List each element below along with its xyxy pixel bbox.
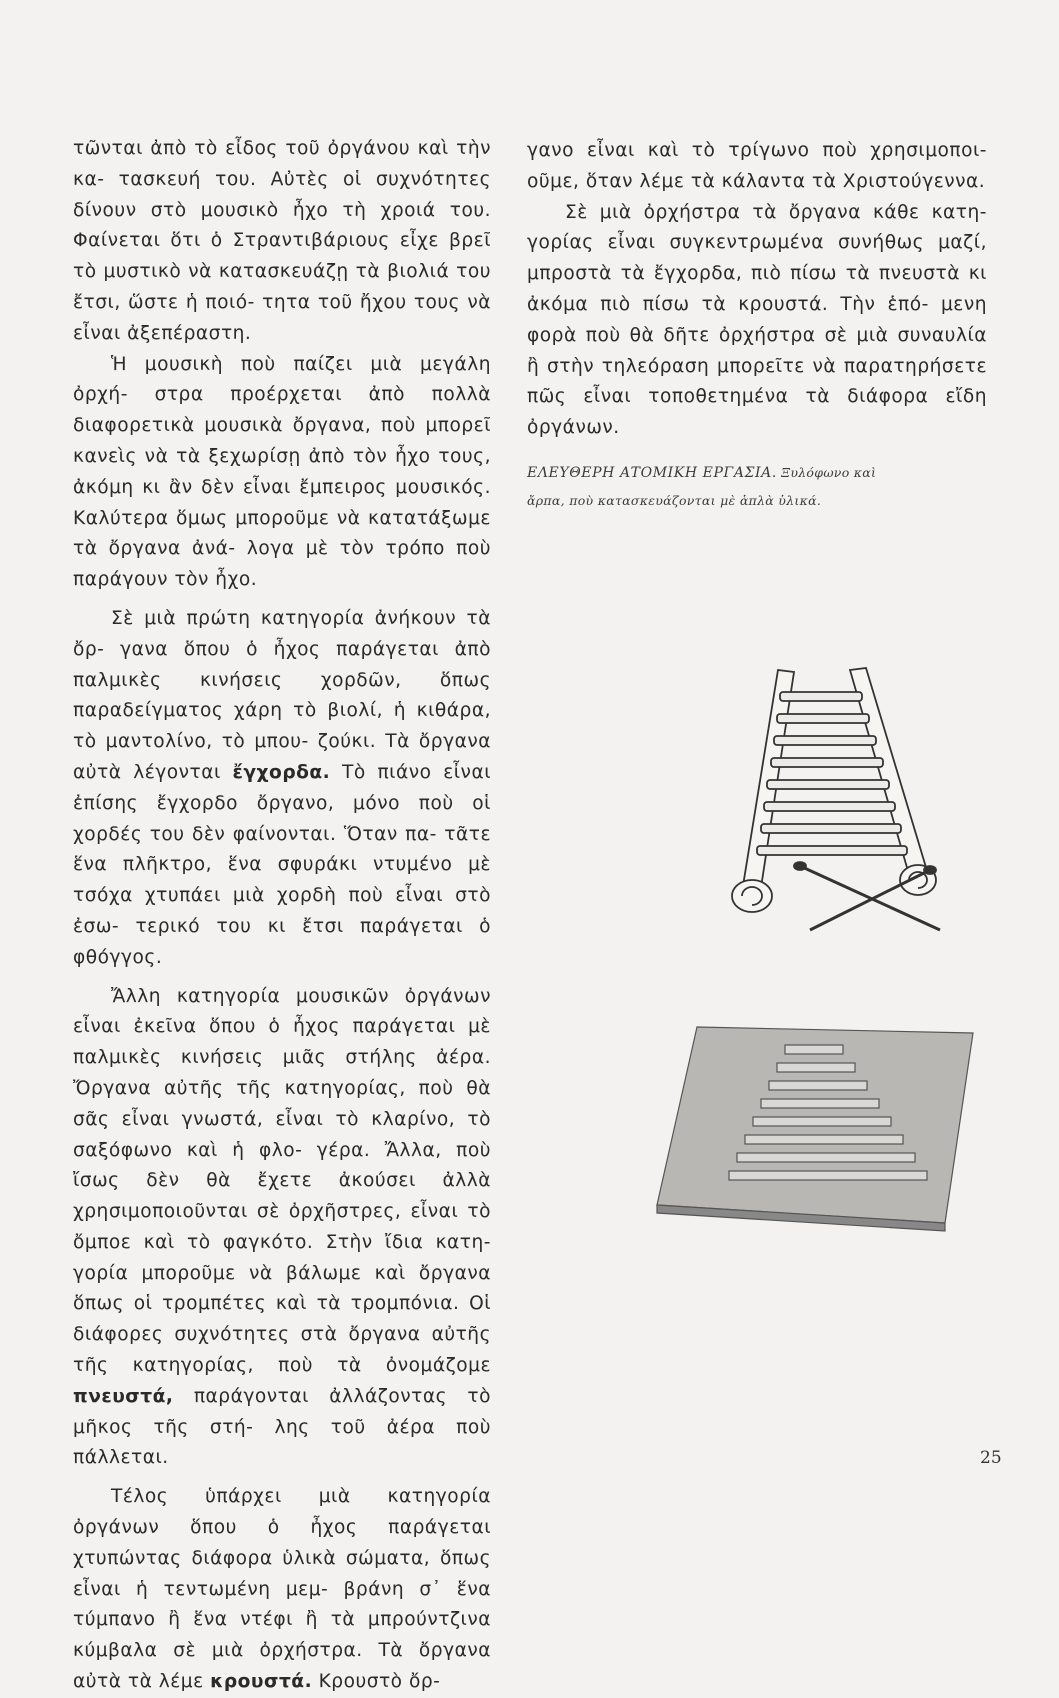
paragraph-orchestra-layout: Σὲ μιὰ ὀρχήστρα τὰ ὄργανα κάθε κατη- γορίας εἶναι συγκεντρωμένα συνήθως μαζί, μπροστὰ τὰ ἔγχορδα, πιὸ πίσω τὰ πνευστὰ κι ἀκόμα πιὸ πίσω τὰ κρουστά. Τὴν ἑπό- μενη φορὰ ποὺ θὰ δῆτε ὀρχήστρα σὲ μιὰ συναυλία ἢ στὴν τηλεόραση μπορεῖτε νὰ παρατηρήσετε πῶς εἶναι τοποθετημένα τὰ διάφορα εἴδη ὀργάνων. bbox=[527, 201, 987, 439]
term-winds: πνευστά, bbox=[73, 1385, 174, 1407]
page-number: 25 bbox=[980, 1448, 1002, 1468]
xylophone-illustration bbox=[700, 630, 1000, 940]
paragraph-percussion: Τέλος ὑπάρχει μιὰ κατηγορία ὀργάνων ὅπου ὁ ἦχος παράγεται χτυπώντας διάφορα ὑλικὰ σώματα, ὅπως εἶναι ἡ τεντωμένη μεμ- βράνη σ᾽ ἕνα τύμπανο ἢ ἕνα ντέφι ἢ τὰ μπρούντζινα κύμβαλα σὲ μιὰ ὀρχήστρα. Τὰ ὄργανα αὐτὰ τὰ λέμε κρουστά. Κρουστὸ ὄρ- bbox=[73, 1486, 491, 1693]
paragraph-triangle: γανο εἶναι καὶ τὸ τρίγωνο ποὺ χρησιμοποι- οῦμε, ὅταν λέμε τὰ κάλαντα τὰ Χριστούγεννα. bbox=[527, 140, 987, 192]
paragraph-string-instruments: Σὲ μιὰ πρώτη κατηγορία ἀνήκουν τὰ ὄρ- γανα ὅπου ὁ ἦχος παράγεται ἀπὸ παλμικὲς κινήσεις χορδῶν, ὅπως παραδείγματος χάρη τὸ βιολί, ἡ κιθάρα, τὸ μαντολίνο, τὸ μπου- ζούκι. Τὰ ὄργανα αὐτὰ λέγονται ἔγχορδα. Τὸ πιάνο εἶναι ἐπίσης ἔγχορδο ὄργανο, μόνο ποὺ οἱ χορδές του δὲν φαίνονται. Ὅταν πα- τᾶτε ἕνα πλῆκτρο, ἕνα σφυράκι ντυμένο μὲ τσόχα χτυπάει μιὰ χορδὴ ποὺ εἶναι στὸ ἐσω- τερικό του κι ἔτσι παράγεται ὁ φθόγγος. bbox=[73, 607, 491, 968]
free-work-caption: ΕΛΕΥΘΕΡΗ ΑΤΟΜΙΚΗ ΕΡΓΑΣΙΑ. Ξυλόφωνο καὶ ἄρπα, ποὺ κατασκευάζονται μὲ ἁπλὰ ὑλικά. bbox=[527, 465, 877, 508]
term-percussion: κρουστά. bbox=[210, 1671, 313, 1693]
right-text-column bbox=[527, 136, 987, 444]
paragraph-timbre: τῶνται ἀπὸ τὸ εἶδος τοῦ ὀργάνου καὶ τὴν κα- τασκευή του. Αὐτὲς οἱ συχνότητες δίνουν στὸ μουσικὸ ἦχο τὴ χροιά του. Φαίνεται ὅτι ὁ Στραντιβάριους εἶχε βρεῖ τὸ μυστικὸ νὰ κατασκευάζῃ τὰ βιολιά του ἔτσι, ὥστε ἡ ποιό- τητα τοῦ ἤχου τους νὰ εἶναι ἀξεπέραστη. bbox=[73, 138, 491, 344]
free-work-heading: ΕΛΕΥΘΕΡΗ ΑΤΟΜΙΚΗ ΕΡΓΑΣΙΑ. bbox=[527, 465, 777, 481]
paragraph-orchestra: Ἡ μουσικὴ ποὺ παίζει μιὰ μεγάλη ὀρχή- στρα προέρχεται ἀπὸ πολλὰ διαφορετικὰ μουσικὰ ὄργανα, ποὺ μπορεῖ κανεὶς νὰ τὰ ξεχωρίσῃ ἀπὸ τὸν ἦχο τους, ἀκόμη κι ἂν δὲν εἶναι ἔμπειρος μουσικός. Καλύτερα ὅμως μποροῦμε νὰ κατατάξωμε τὰ ὄργανα ἀνά- λογα μὲ τὸν τρόπο ποὺ παράγουν τὸν ἦχο. bbox=[73, 353, 491, 591]
paragraph-wind-instruments: Ἄλλη κατηγορία μουσικῶν ὀργάνων εἶναι ἐκεῖνα ὅπου ὁ ἦχος παράγεται μὲ παλμικὲς κινήσεις μιᾶς στήλης ἀέρα. Ὄργανα αὐτῆς τῆς κατηγορίας, ποὺ θὰ σᾶς εἶναι γνωστά, εἶναι τὸ κλαρίνο, τὸ σαξόφωνο καὶ ἡ φλο- γέρα. Ἄλλα, ποὺ ἴσως δὲν θὰ ἔχετε ἀκούσει ἀλλὰ χρησιμοποιοῦνται σὲ ὀρχῆστρες, εἶναι τὸ ὄμποε καὶ τὸ φαγκότο. Στὴν ἴδια κατη- γορία μποροῦμε νὰ βάλωμε καὶ ὄργανα ὅπως οἱ τρομπέτες καὶ τὰ τρομπόνια. Οἱ διάφορες συχνότητες στὰ ὄργανα αὐτῆς τῆς κατηγορίας, ποὺ τὰ ὀνομάζομε πνευστά, παράγονται ἀλλάζοντας τὸ μῆκος τῆς στή- λης τοῦ ἀέρα ποὺ πάλλεται. bbox=[73, 985, 491, 1469]
left-text-column bbox=[73, 134, 491, 1698]
harp-board-illustration bbox=[645, 1005, 985, 1235]
term-strings: ἔγχορδα. bbox=[232, 761, 331, 783]
